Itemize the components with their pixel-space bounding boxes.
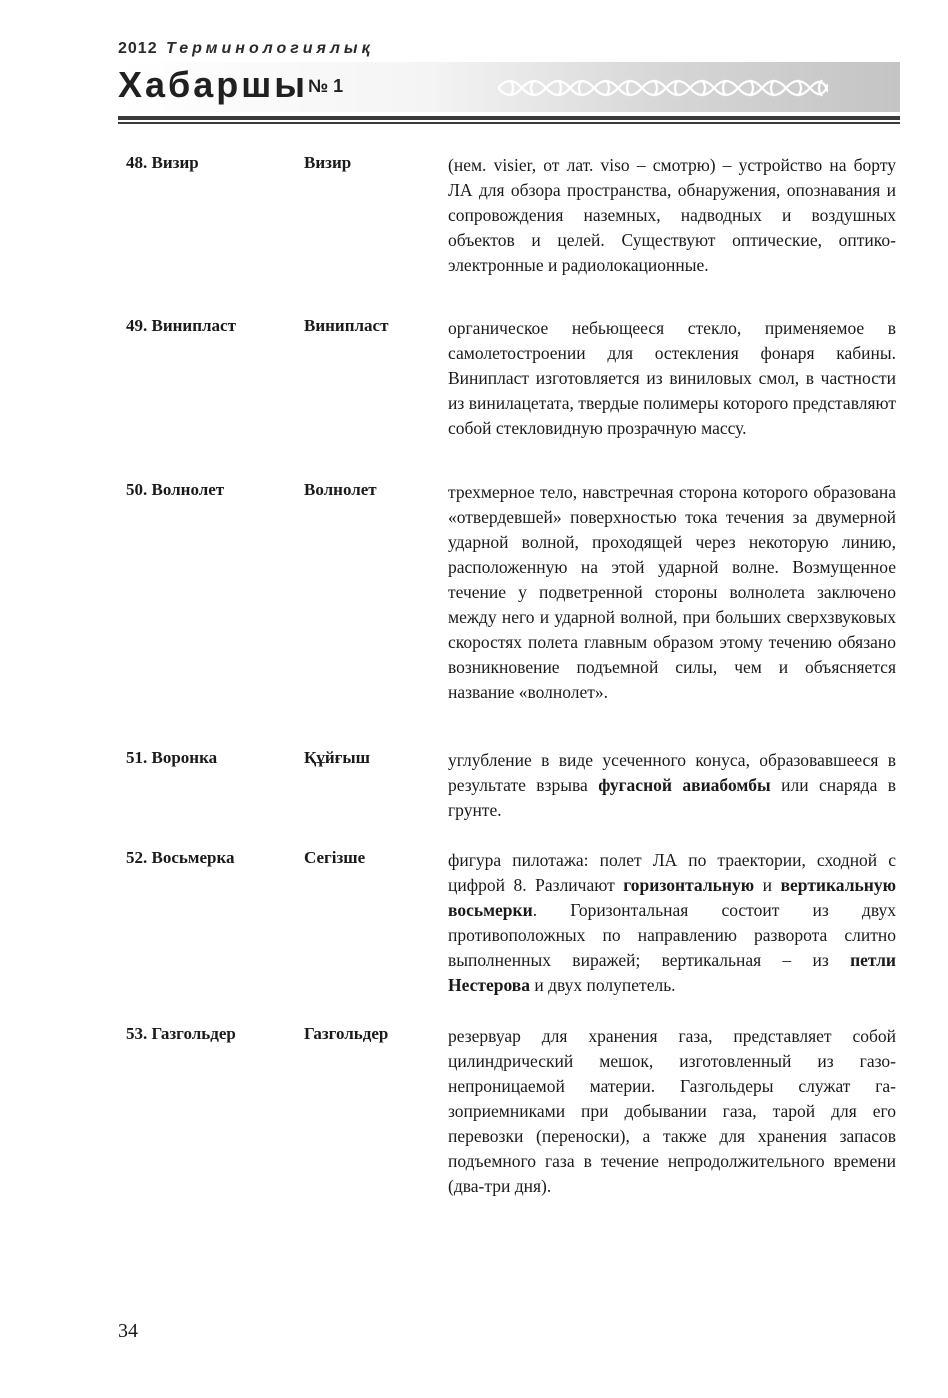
ornament-pattern [498,70,828,106]
page-number: 34 [118,1320,138,1342]
definition-text: и [754,875,781,895]
definition-text: трехмерное тело, навстречная сторона которого образована «отвердевшей» поверхностью тока течения за двумерной ударной волной, проходящей через некоторую линию, расположенную на этой ударной волне. Возмущенное течение у подветренной стороны волнолета заключено между него и ударной волной, при больших сверхзвуковых скоростях полета главным образом этому течению обязано возникновение подъемной силы, чем и объясняется название «волнолет». [448,482,896,702]
entry-term: 52. Восьмерка [126,848,235,867]
definition-emphasis: вертикальную восьмерки [448,875,896,920]
entry-definition [448,848,896,998]
issue-number: № 1 [308,76,344,96]
definition-text: фигура пилотажа: полет ЛА по траектории, сходной с цифрой 8. Различают [448,850,896,895]
entry-definition [448,153,896,278]
definition-emphasis: петли Нестерова [448,950,896,995]
entry-kazakh-term: Винипласт [304,316,389,335]
entry-term: 50. Волнолет [126,480,225,499]
entry-definition [448,1024,896,1199]
entry-kazakh-term: Волнолет [304,480,377,499]
header-title-line: Терминологиялық [166,40,374,57]
journal-header [118,40,900,130]
definition-text: и двух полупетель. [529,975,676,995]
entry-definition [448,316,896,441]
header-top-line [118,40,374,58]
entry-kazakh-term: Визир [304,153,352,172]
definition-text: . Горизонтальная состоит из двух противоположных по направлению разворота слитно выполненных виражей; вертикальная – из [448,900,896,970]
entry-kazakh-term: Газгольдер [304,1024,389,1043]
header-rule-thin [118,122,900,124]
entry-term: 53. Газгольдер [126,1024,236,1043]
entry-definition [448,480,896,705]
definition-text: углубление в виде усеченного конуса, образовавшееся в результате взрыва [448,750,896,795]
definition-text: резервуар для хранения газа, представляет собой цилиндрический мешок, изготовленный из газонепроницаемой материи. Газгольдеры служат газоприемниками при добывании газа, тарой для его перевозки (переноски), а также для хранения запасов подъемного газа в течение непродолжительного времени (два-три дня). [448,1026,896,1196]
definition-text: органическое небьющееся стекло, применяемое в самолетостроении для остекления фонаря кабины. Винипласт изготовляется из виниловых смол, в частности из винилацетата, твердые полимеры которого представляют собой стекловидную прозрачную массу. [448,318,896,438]
entry-term: 48. Визир [126,153,199,172]
definition-text: или снаряда в грунте. [448,775,896,820]
entry-term: 49. Винипласт [126,316,236,335]
entry-definition [448,748,896,823]
entry-kazakh-term: Сегізше [304,848,366,867]
header-year: 2012 [118,40,158,57]
definition-emphasis: фугасной авиабомбы [598,775,771,795]
header-rule-thick [118,116,900,120]
definition-text: (нем. visier, от лат. viso – смотрю) – устройство на борту ЛА для обзора пространства, обнаружения, опознавания и сопровождения наземных, надводных и воздушных объектов и целей. Существуют оптические, оптико-электронные и радиолокационные. [448,155,896,275]
definition-emphasis: горизонтальную [623,875,755,895]
entry-term: 51. Воронка [126,748,218,767]
journal-title: Хабаршы [118,64,309,105]
entry-kazakh-term: Құйғыш [304,748,370,767]
